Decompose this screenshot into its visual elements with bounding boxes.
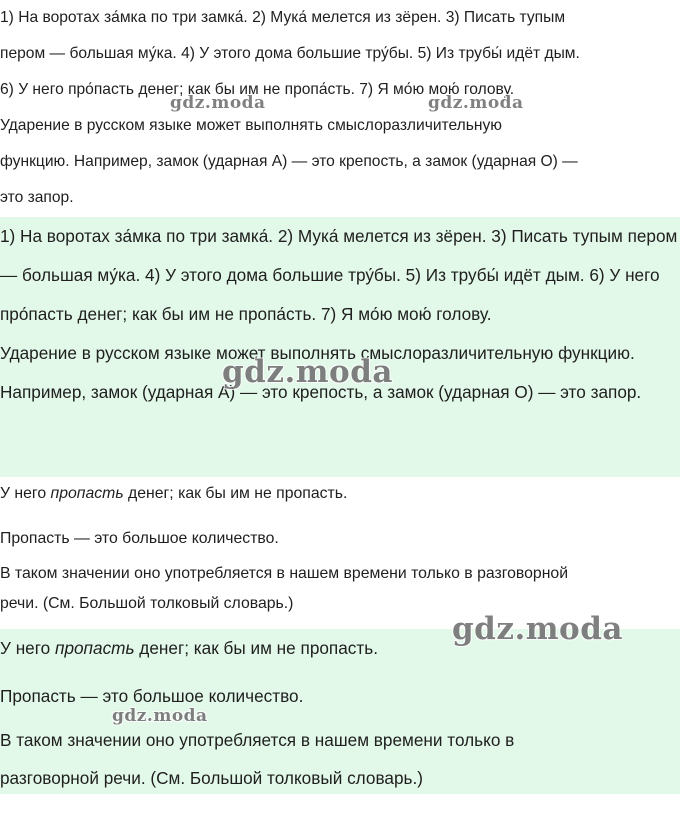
text-line: это запор. xyxy=(0,189,74,206)
italic-word: пропасть xyxy=(54,638,135,658)
text-line: Пропасть — это большое количество. xyxy=(0,686,304,706)
watermark-logo: gdz.moda xyxy=(170,93,266,113)
text-line: речи. (См. Большой толковый словарь.) xyxy=(0,595,294,612)
text-paragraph: Ударение в русском языке может выполнять смыслоразличительную функцию. Например, замок (ударная А) — это крепость, а замок (ударная О) — это запор. xyxy=(0,343,642,402)
text-line: 6) У него про́пасть денег; как бы им не пропа́сть. 7) Я мо́ю мою́ голову. xyxy=(0,81,515,98)
italic-word: пропасть xyxy=(50,485,124,502)
answer-text-block-2-highlighted xyxy=(0,217,680,477)
watermark-logo: gdz.moda xyxy=(222,354,393,390)
answer-text-block-4-highlighted xyxy=(0,629,680,794)
text-line: У него пропасть денег; как бы им не пропасть. xyxy=(0,638,378,658)
text-line: В таком значении оно употребляется в нашем времени только в разговорной xyxy=(0,565,569,582)
answer-text-block-3 xyxy=(0,477,680,627)
text-line: У него пропасть денег; как бы им не пропасть. xyxy=(0,485,348,502)
text-line: функцию. Например, замок (ударная А) — это крепость, а замок (ударная О) — xyxy=(0,153,578,170)
watermark-logo: gdz.moda xyxy=(452,611,623,647)
text-paragraph: 1) На воротах за́мка по три замка́. 2) Мука́ мелется из зёрен. 3) Писать тупым пером — большая му́ка. 4) У этого дома большие тру́бы. 5) Из трубы́ идёт дым. 6) У него про́пасть денег; как бы им не пропа́сть. 7) Я мо́ю мою́ голову. xyxy=(0,226,678,324)
watermark-logo: gdz.moda xyxy=(112,706,208,726)
text-line: разговорной речи. (См. Большой толковый словарь.) xyxy=(0,768,423,788)
watermark-logo: gdz.moda xyxy=(428,93,524,113)
answer-text-block-1 xyxy=(0,0,680,215)
text-line: пером — большая му́ка. 4) У этого дома большие тру́бы. 5) Из трубы́ идёт дым. xyxy=(0,45,580,62)
text-line: В таком значении оно употребляется в нашем времени только в xyxy=(0,730,515,750)
text-line: Пропасть — это большое количество. xyxy=(0,530,279,547)
text-line: 1) На воротах за́мка по три замка́. 2) Мука́ мелется из зёрен. 3) Писать тупым xyxy=(0,9,566,26)
text-line: Ударение в русском языке может выполнять смыслоразличительную xyxy=(0,117,502,134)
